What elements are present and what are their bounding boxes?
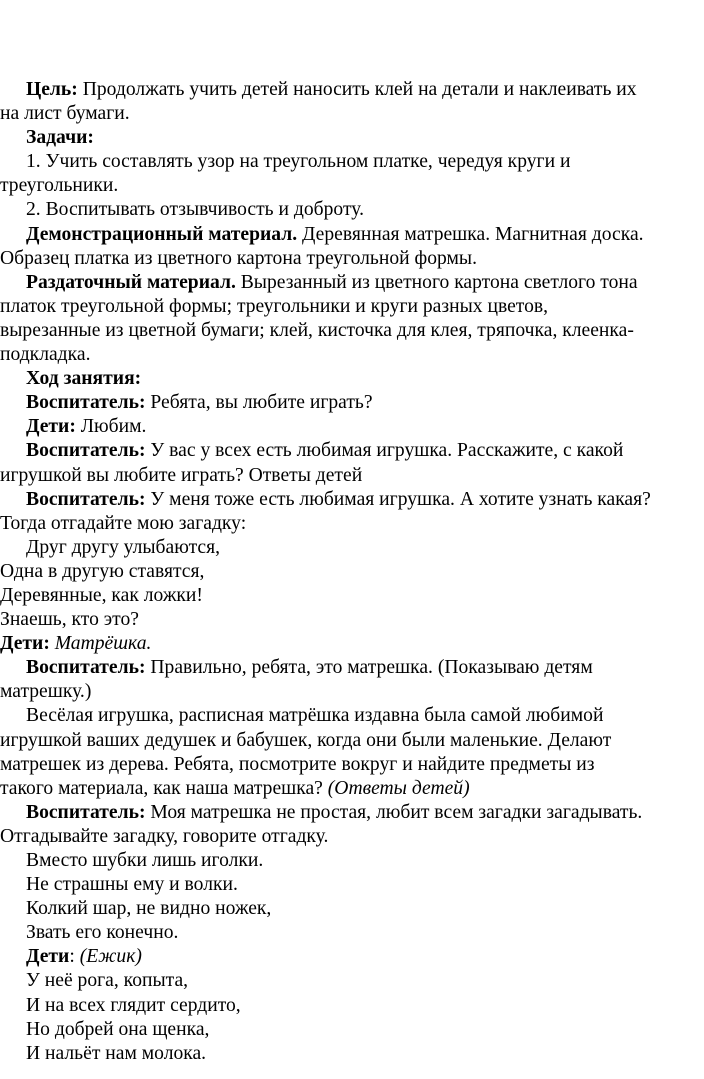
bold-label: Воспитатель: xyxy=(26,801,146,823)
text-line xyxy=(0,174,704,198)
bold-label: Дети: xyxy=(26,416,76,438)
text-line xyxy=(0,247,704,271)
text-line xyxy=(0,801,704,825)
line-text: Отгадывайте загадку, говорите отгадку. xyxy=(0,825,329,847)
bold-label: Раздаточный материал. xyxy=(26,271,236,293)
text-line xyxy=(0,512,704,536)
text-line xyxy=(0,536,704,560)
text-line xyxy=(0,945,704,969)
line-text: И на всех глядит сердито, xyxy=(26,994,241,1016)
text-line xyxy=(0,391,704,415)
line-text: Правильно, ребята, это матрешка. (Показываю детям xyxy=(145,657,593,679)
line-text: Друг другу улыбаются, xyxy=(26,536,221,558)
line-text: такого материала, как наша матрешка? xyxy=(0,777,328,799)
bold-label: Демонстрационный материал. xyxy=(26,223,298,245)
text-line xyxy=(0,1018,704,1042)
text-line xyxy=(0,367,704,391)
line-text: Ребята, вы любите играть? xyxy=(145,392,373,414)
text-line xyxy=(0,343,704,367)
text-line xyxy=(0,608,704,632)
text-line xyxy=(0,126,704,150)
line-text: Вырезанный из цветного картона светлого тона xyxy=(235,271,638,293)
text-line xyxy=(0,560,704,584)
text-line xyxy=(0,994,704,1018)
text-line xyxy=(0,753,704,777)
line-text: Но добрей она щенка, xyxy=(26,1018,210,1040)
text-line xyxy=(0,680,704,704)
bold-label: Воспитатель: xyxy=(26,657,146,679)
line-text: Деревянная матрешка. Магнитная доска. xyxy=(297,223,644,245)
line-text: треугольники. xyxy=(0,175,119,197)
text-line xyxy=(0,415,704,439)
line-text: И нальёт нам молока. xyxy=(26,1042,207,1064)
text-line xyxy=(0,897,704,921)
line-text: У меня тоже есть любимая игрушка. А хотите узнать какая? xyxy=(145,488,651,510)
line-text: Образец платка из цветного картона треугольной формы. xyxy=(0,247,477,269)
line-text: Звать его конечно. xyxy=(26,922,179,944)
text-line xyxy=(0,439,704,463)
text-line xyxy=(0,150,704,174)
line-text: матрешек из дерева. Ребята, посмотрите вокруг и найдите предметы из xyxy=(0,753,595,775)
line-text: Знаешь, кто это? xyxy=(0,609,139,631)
text-line xyxy=(0,464,704,488)
line-text: на лист бумаги. xyxy=(0,103,130,125)
bold-label: Воспитатель: xyxy=(26,488,146,510)
line-text: Продолжать учить детей наносить клей на детали и наклеивать их xyxy=(77,79,637,100)
italic-text: (Ответы детей) xyxy=(327,777,470,799)
text-line xyxy=(0,271,704,295)
bold-label: Дети xyxy=(26,946,70,968)
italic-text: Матрёшка. xyxy=(54,633,152,655)
bold-label: Воспитатель: xyxy=(26,392,146,414)
text-line xyxy=(0,632,704,656)
bold-label: Воспитатель: xyxy=(26,440,146,462)
text-line xyxy=(0,656,704,680)
text-line xyxy=(0,102,704,126)
line-text: Весёлая игрушка, расписная матрёшка издавна была самой любимой xyxy=(26,705,604,727)
bold-label: Ход занятия: xyxy=(26,368,142,390)
line-text: 1. Учить составлять узор на треугольном платке, чередуя круги и xyxy=(26,151,571,173)
text-line xyxy=(0,198,704,222)
text-line xyxy=(0,873,704,897)
bold-label: Задачи: xyxy=(26,127,94,149)
text-line xyxy=(0,969,704,993)
text-line xyxy=(0,704,704,728)
text-line xyxy=(0,584,704,608)
text-line xyxy=(0,223,704,247)
text-line xyxy=(0,488,704,512)
text-line xyxy=(0,825,704,849)
line-text: Деревянные, как ложки! xyxy=(0,584,203,606)
text-line xyxy=(0,78,704,102)
document-page xyxy=(0,78,704,1066)
line-text: Тогда отгадайте мою загадку: xyxy=(0,512,247,534)
text-line xyxy=(0,1042,704,1066)
line-text: Колкий шар, не видно ножек, xyxy=(26,898,272,920)
text-line xyxy=(0,295,704,319)
line-text: : xyxy=(69,946,80,968)
line-text: игрушкой ваших дедушек и бабушек, когда они были маленькие. Делают xyxy=(0,729,612,751)
line-text: Вместо шубки лишь иголки. xyxy=(26,850,264,871)
line-text: Одна в другую ставятся, xyxy=(0,560,205,582)
text-line xyxy=(0,849,704,873)
line-text: вырезанные из цветной бумаги; клей, кисточка для клея, тряпочка, клеенка- xyxy=(0,319,634,341)
line-text: Любим. xyxy=(75,416,147,438)
bold-label: Цель: xyxy=(26,79,78,100)
line-text: Моя матрешка не простая, любит всем загадки загадывать. xyxy=(145,801,643,823)
line-text: 2. Воспитывать отзывчивость и доброту. xyxy=(26,199,365,221)
italic-text: (Ежик) xyxy=(79,946,142,968)
text-line xyxy=(0,921,704,945)
line-text: У неё рога, копыта, xyxy=(26,970,189,992)
line-text: У вас у всех есть любимая игрушка. Расскажите, с какой xyxy=(145,440,624,462)
text-line xyxy=(0,729,704,753)
line-text: платок треугольной формы; треугольники и круги разных цветов, xyxy=(0,295,549,317)
line-text: матрешку.) xyxy=(0,681,92,703)
line-text: подкладка. xyxy=(0,344,91,366)
text-line xyxy=(0,777,704,801)
line-text: игрушкой вы любите играть? Ответы детей xyxy=(0,464,363,486)
text-line xyxy=(0,319,704,343)
line-text: Не страшны ему и волки. xyxy=(26,874,238,896)
bold-label: Дети: xyxy=(0,633,50,655)
